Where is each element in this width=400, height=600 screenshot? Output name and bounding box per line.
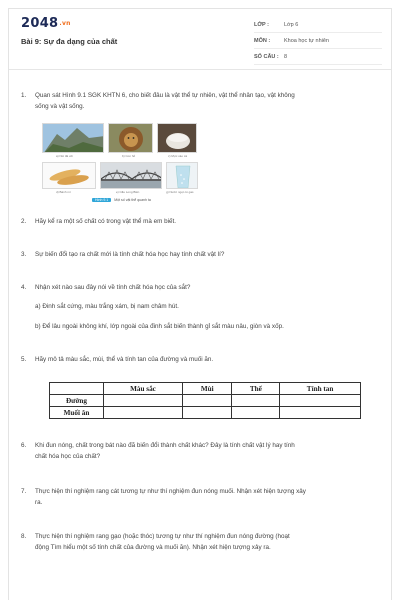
- table-cell[interactable]: [104, 395, 183, 407]
- meta-key: LỚP :: [254, 21, 269, 28]
- question-number: 4.: [21, 284, 27, 291]
- photo-limestone-mountain: [42, 123, 104, 153]
- figure-9-1: [42, 123, 212, 201]
- figure-caption: a) Núi đá vôi: [56, 154, 73, 158]
- worksheet-header: [9, 9, 391, 70]
- figure-label: [92, 198, 151, 202]
- question-line: Thực hiện thí nghiệm rang cát tương tự như thí nghiệm đun nóng muối. Nhận xét hiện tượng xảy: [35, 488, 306, 495]
- table-row-label: Muối ăn: [50, 407, 104, 419]
- table-header-cell: [50, 383, 104, 395]
- table-cell[interactable]: [104, 407, 183, 419]
- meta-value: Khoa học tự nhiên: [284, 37, 329, 44]
- properties-table: [49, 382, 361, 419]
- question-number: 5.: [21, 356, 27, 363]
- bridge-illustration: [101, 163, 162, 189]
- table-cell[interactable]: [232, 407, 280, 419]
- table-cell[interactable]: [232, 395, 280, 407]
- question-line: chất hóa học của chất?: [35, 453, 101, 460]
- photo-soda-glass: [166, 162, 198, 189]
- question-line: ra.: [35, 499, 43, 506]
- question-number: 1.: [21, 92, 27, 99]
- table-header-cell: Mùi: [182, 383, 231, 395]
- table-header-cell: Màu sắc: [104, 383, 183, 395]
- question-text: Hãy mô tả màu sắc, mùi, thể và tính tan của đường và muối ăn.: [35, 356, 214, 363]
- question-line: Khi đun nóng, chất trong bát nào đã biến đổi thành chất khác? Đây là tính chất vật lý hay tính: [35, 442, 295, 449]
- bread-illustration: [43, 163, 96, 189]
- question-text: [35, 531, 290, 553]
- question-line: sống và vật sống.: [35, 103, 85, 110]
- question-line: Quan sát Hình 9.1 SGK KHTN 6, cho biết đâu là vật thể tự nhiên, vật thể nhân tạo, vật không: [35, 92, 295, 99]
- logo-text: 2048: [21, 16, 59, 31]
- question-text: Sự biến đổi tạo ra chất mới là tính chất hóa học hay tính chất vật lí?: [35, 251, 225, 258]
- photo-bowl: [157, 123, 197, 153]
- table-cell[interactable]: [182, 395, 231, 407]
- mountain-illustration: [43, 124, 104, 153]
- table-cell[interactable]: [280, 407, 361, 419]
- photo-tiger: [108, 123, 153, 153]
- meta-key: MÔN :: [254, 37, 271, 44]
- figure-caption: g) Nước ngọt có gas: [166, 190, 194, 194]
- figure-label-text: Một số vật thể quanh ta: [114, 198, 151, 202]
- figure-caption: c) Mực xào cà: [168, 154, 188, 158]
- table-cell[interactable]: [280, 395, 361, 407]
- lion-illustration: [109, 124, 153, 153]
- glass-illustration: [167, 163, 198, 189]
- question-text: [35, 90, 295, 112]
- question-line: Thực hiện thí nghiệm rang gạo (hoặc thóc) tương tự như thí nghiệm đun nóng đường (hoạt: [35, 533, 290, 540]
- question-number: 3.: [21, 251, 27, 258]
- meta-row-class: [254, 17, 382, 33]
- figure-tag: Hình 9.1: [92, 198, 111, 202]
- question-number: 6.: [21, 442, 27, 449]
- question-line: động Tìm hiểu một số tính chất của đường và muối ăn). Nhận xét hiện tượng xảy ra.: [35, 544, 271, 551]
- meta-value: 8: [284, 53, 288, 60]
- table-cell[interactable]: [182, 407, 231, 419]
- meta-row-count: [254, 49, 382, 65]
- option-a: a) Đinh sắt cứng, màu trắng xám, bị nam châm hút.: [35, 303, 179, 310]
- site-logo[interactable]: [21, 16, 71, 31]
- table-row: [50, 395, 361, 407]
- meta-key: SỐ CÂU :: [254, 53, 279, 60]
- meta-info: [254, 17, 382, 65]
- question-number: 7.: [21, 488, 27, 495]
- table-row-label: Đường: [50, 395, 104, 407]
- photo-bridge: [100, 162, 162, 189]
- meta-value: Lớp 6: [284, 21, 299, 28]
- question-text: [35, 440, 295, 462]
- worksheet: [8, 8, 392, 600]
- figure-caption: e) Cầu Long Biên: [116, 190, 140, 194]
- figure-caption: b) Con hổ: [122, 154, 136, 158]
- table-header-cell: Thể: [232, 383, 280, 395]
- question-text: [35, 486, 306, 508]
- question-text: Nhận xét nào sau đây nói về tính chất hóa học của sắt?: [35, 284, 191, 291]
- logo-suffix: .vn: [59, 20, 71, 27]
- question-text: Hãy kể ra một số chất có trong vật thể mà em biết.: [35, 218, 177, 225]
- bowl-illustration: [158, 124, 197, 153]
- meta-row-subject: [254, 33, 382, 49]
- figure-caption: d) Bánh mì: [56, 190, 71, 194]
- photo-bread: [42, 162, 96, 189]
- lesson-title: Bài 9: Sự đa dạng của chất: [21, 37, 118, 46]
- table-header-row: [50, 383, 361, 395]
- table-row: [50, 407, 361, 419]
- option-b: b) Để lâu ngoài không khí, lớp ngoài của đinh sắt biến thành gỉ sắt màu nâu, giòn và xốp.: [35, 323, 284, 330]
- table-header-cell: Tính tan: [280, 383, 361, 395]
- question-number: 2.: [21, 218, 27, 225]
- question-number: 8.: [21, 533, 27, 540]
